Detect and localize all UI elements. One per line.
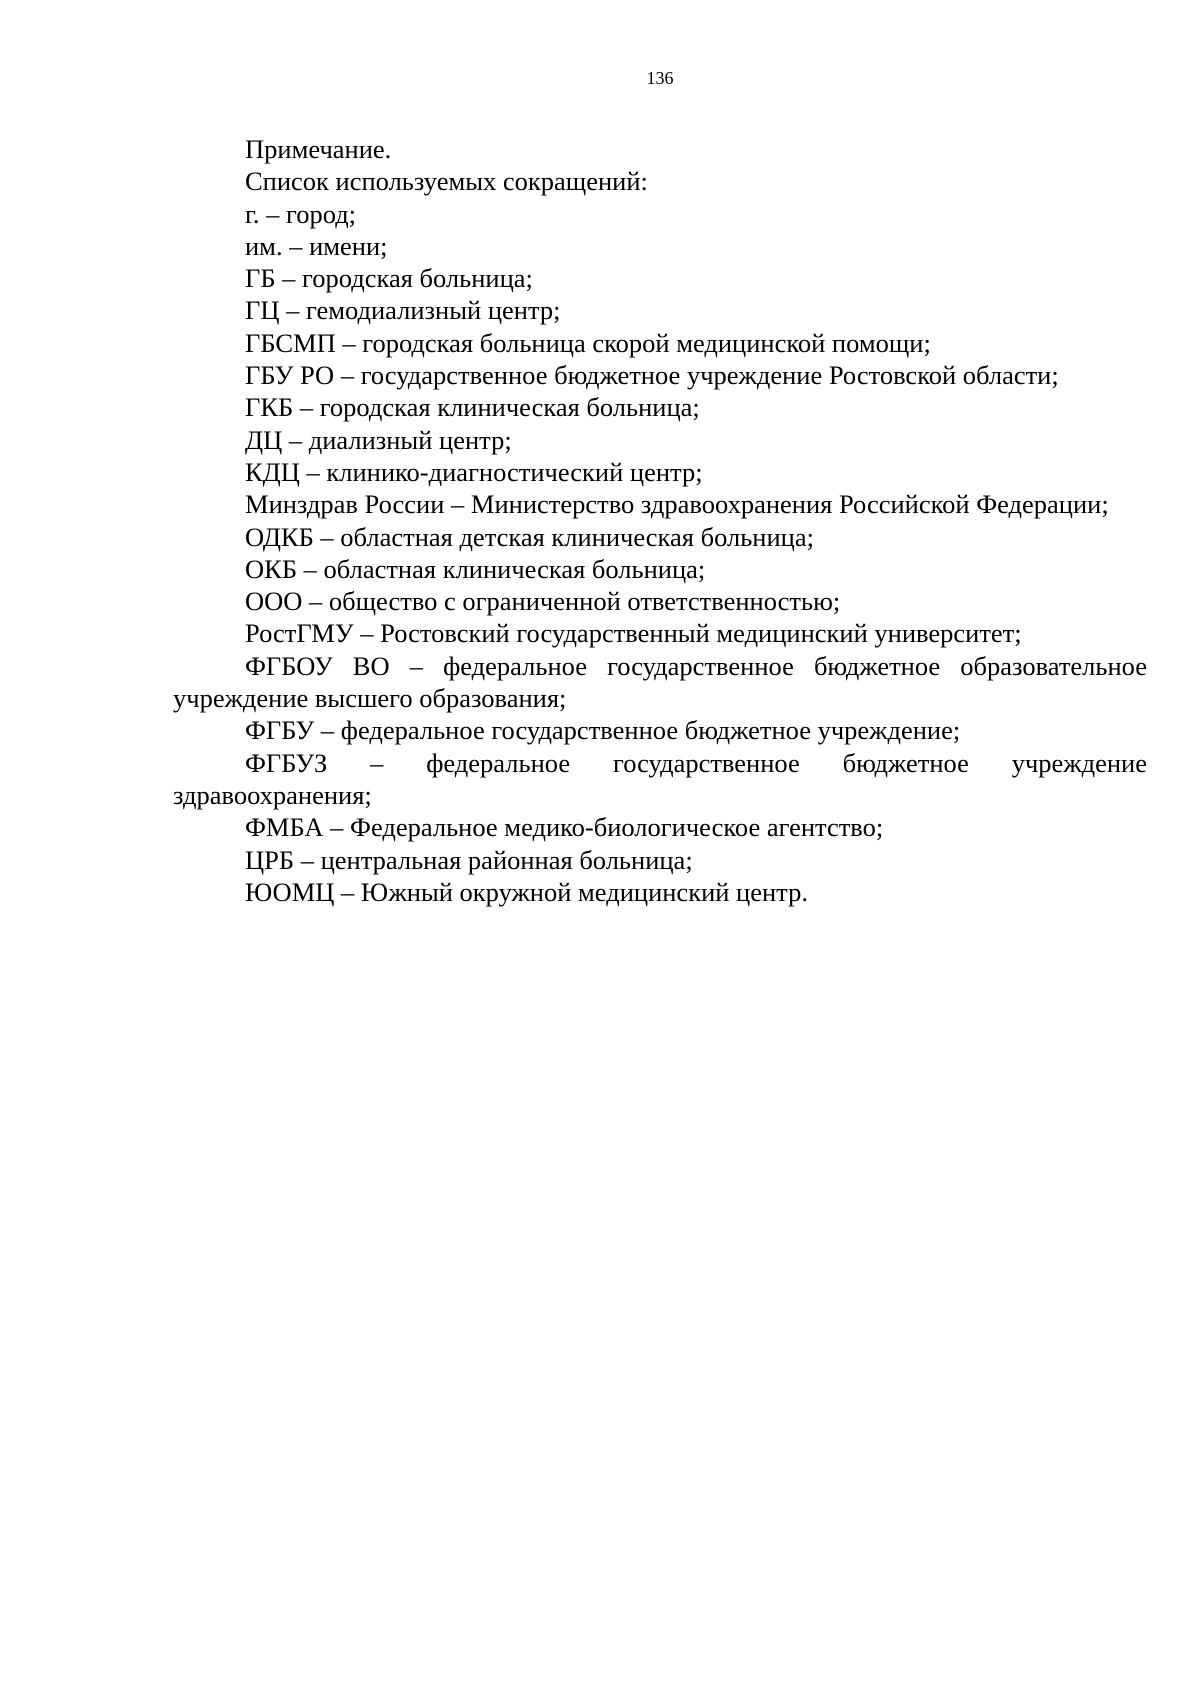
abbreviation-item: им. – имени; (245, 230, 388, 261)
abbreviation-item: ГКБ – городская клиническая больница; (245, 392, 700, 423)
abbreviation-item: ФГБУЗ – федеральное государственное бюджетное учреждение здравоохранения; (173, 747, 1147, 810)
abbreviation-item: КДЦ – клинико-диагностический центр; (245, 456, 703, 487)
abbreviation-item: ФМБА – Федеральное медико-биологическое агентство; (245, 812, 884, 843)
abbreviation-item: ОДКБ – областная детская клиническая больница; (245, 521, 814, 552)
abbreviation-item: Минздрав России – Министерство здравоохранения Российской Федерации; (245, 489, 1109, 520)
abbreviation-item: ОКБ – областная клиническая больница; (245, 553, 706, 584)
abbreviation-item: г. – город; (245, 198, 357, 229)
abbreviation-item: ООО – общество с ограниченной ответственностью; (245, 586, 841, 617)
abbreviation-item: ГБУ РО – государственное бюджетное учреждение Ростовской области; (245, 360, 1059, 391)
abbreviation-item: ДЦ – диализный центр; (245, 424, 512, 455)
abbreviation-item: ГБ – городская больница; (245, 263, 533, 294)
abbreviation-item: ЦРБ – центральная районная больница; (245, 844, 693, 875)
note-title: Примечание. (245, 134, 392, 164)
list-intro: Список используемых сокращений: (245, 166, 648, 197)
abbreviation-item: ФГБУ – федеральное государственное бюджетное учреждение; (245, 715, 961, 746)
page-number: 136 (646, 68, 674, 88)
abbreviation-item: ГБСМП – городская больница скорой медицинской помощи; (245, 327, 931, 358)
abbreviation-item: ГЦ – гемодиализный центр; (245, 295, 561, 326)
abbreviations-note (173, 133, 1147, 908)
abbreviation-item: ЮОМЦ – Южный окружной медицинский центр. (245, 876, 808, 907)
abbreviation-item: ФГБОУ ВО – федеральное государственное бюджетное образовательное учреждение высшего образования; (173, 650, 1147, 714)
abbreviation-item: РостГМУ – Ростовский государственный медицинский университет; (245, 618, 1022, 649)
